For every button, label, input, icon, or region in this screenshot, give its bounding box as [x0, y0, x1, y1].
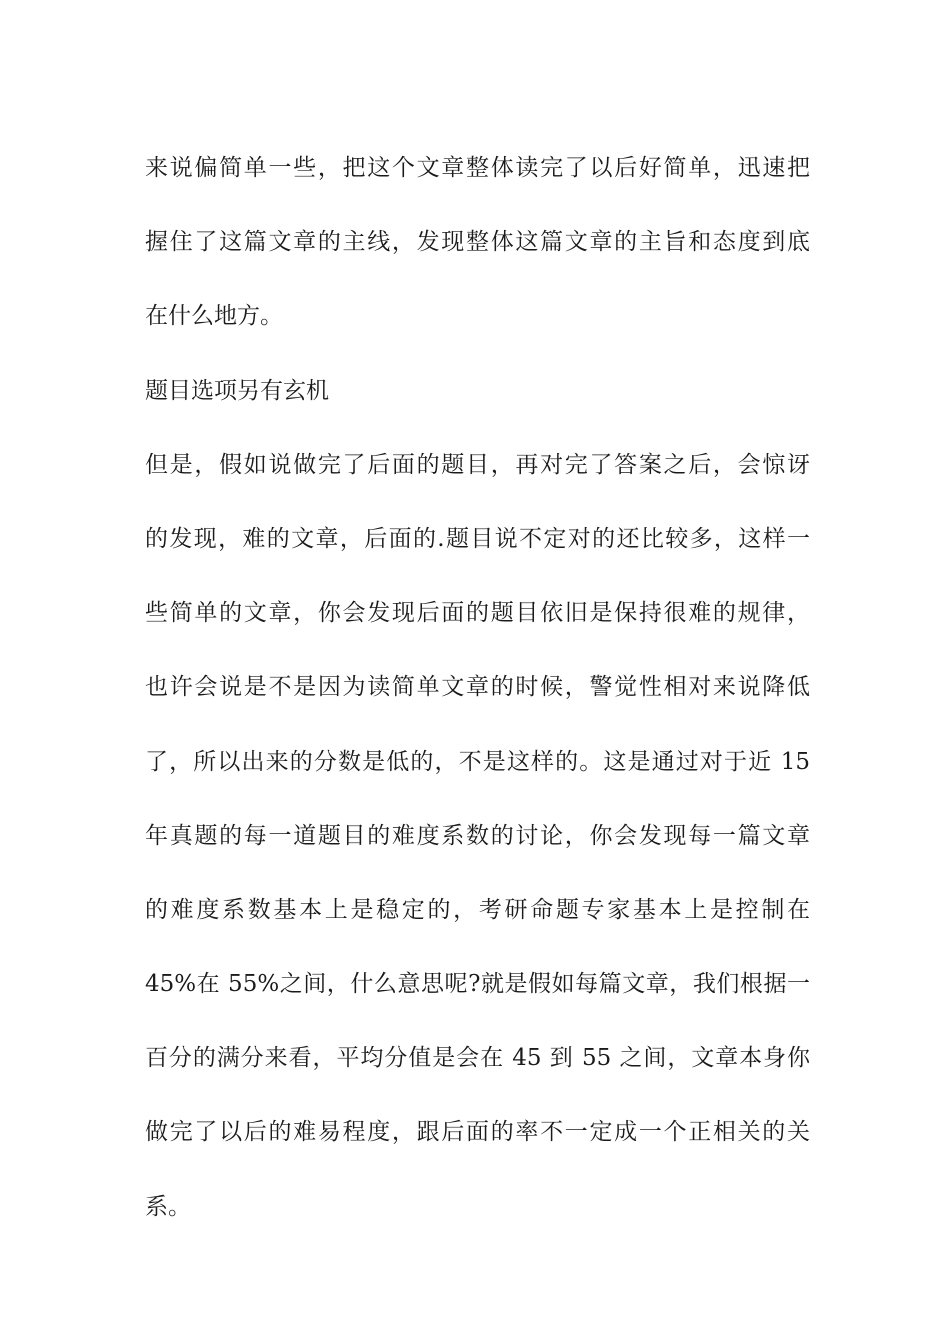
text-line: 的发现，难的文章，后面的.题目说不定对的还比较多，这样一: [145, 525, 810, 552]
text-line: 45%在 55%之间，什么意思呢?就是假如每篇文章，我们根据一: [145, 971, 810, 998]
text-line: 来说偏简单一些，把这个文章整体读完了以后好简单，迅速把: [145, 155, 810, 181]
text-line: 握住了这篇文章的主线，发现整体这篇文章的主旨和态度到底: [145, 229, 810, 256]
text-line: 了，所以出来的分数是低的，不是这样的。这是通过对于近 15: [145, 748, 810, 775]
text-line: 但是，假如说做完了后面的题目，再对完了答案之后，会惊讶: [145, 451, 810, 478]
section-heading: 题目选项另有玄机: [145, 377, 329, 404]
text-line: 年真题的每一道题目的难度系数的讨论，你会发现每一篇文章: [145, 822, 810, 849]
text-line: 的难度系数基本上是稳定的，考研命题专家基本上是控制在: [145, 896, 810, 923]
text-line: 些简单的文章，你会发现后面的题目依旧是保持很难的规律，: [145, 600, 810, 627]
text-line: 做完了以后的难易程度，跟后面的率不一定成一个正相关的关: [145, 1119, 810, 1146]
text-line: 在什么地方。: [145, 303, 283, 330]
text-line: 也许会说是不是因为读简单文章的时候，警觉性相对来说降低: [145, 674, 810, 701]
text-line: 百分的满分来看，平均分值是会在 45 到 55 之间，文章本身你: [145, 1045, 810, 1072]
text-line: 系。: [145, 1193, 191, 1220]
body-text: [145, 131, 810, 1244]
